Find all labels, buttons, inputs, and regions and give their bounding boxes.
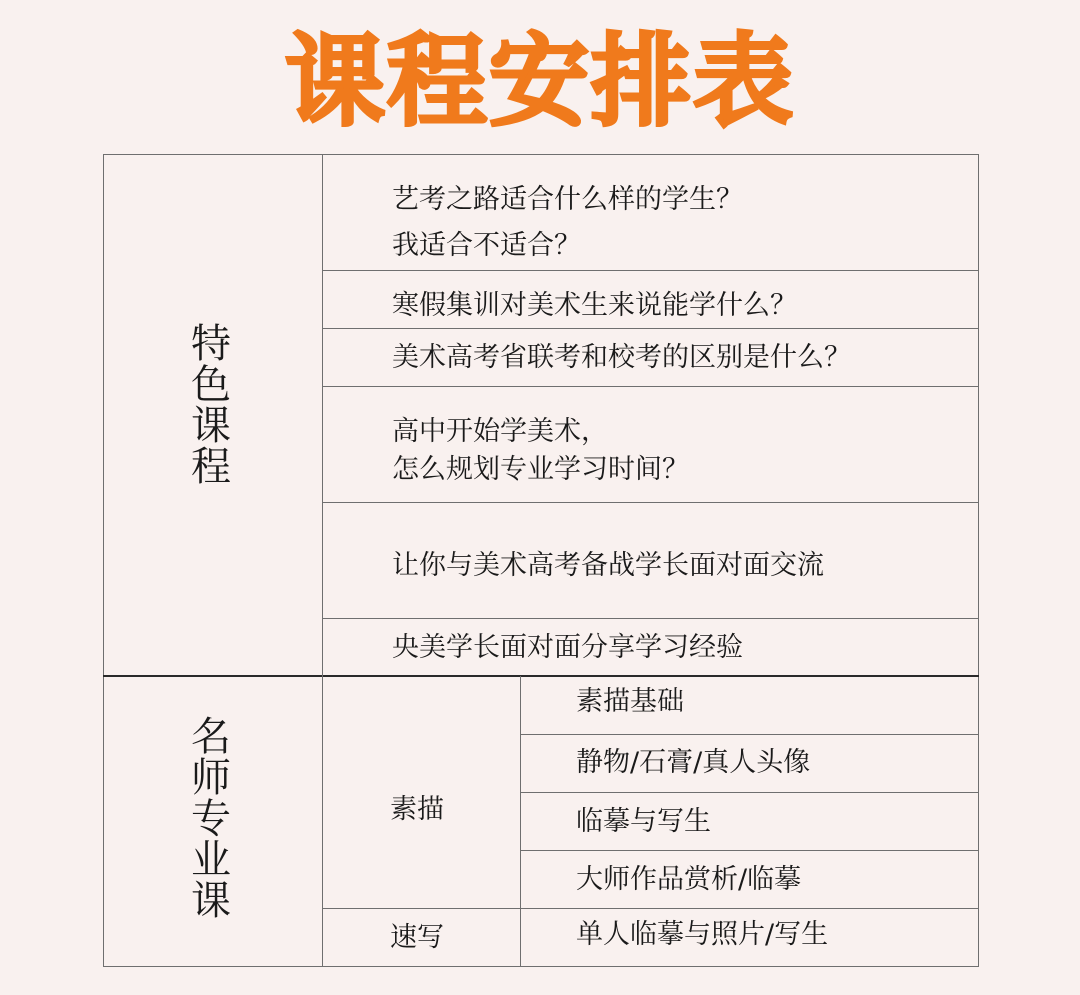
course-item: 美术高考省联考和校考的区别是什么？	[392, 342, 851, 373]
row-divider	[323, 908, 978, 909]
course-item: 艺考之路适合什么样的学生？	[392, 184, 743, 215]
row-divider	[323, 386, 978, 387]
course-item: 高中开始学美术，	[392, 416, 608, 447]
table-border-bottom	[103, 966, 979, 967]
row-divider	[323, 328, 978, 329]
page-title: 课程安排表	[285, 23, 795, 140]
table-border-top	[103, 154, 979, 155]
section-label-special: 特色课程	[191, 321, 231, 490]
course-topic: 静物/石膏/真人头像	[576, 747, 811, 778]
row-divider	[521, 792, 978, 793]
course-topic: 大师作品赏析/临摹	[576, 864, 802, 895]
row-divider	[521, 734, 978, 735]
row-divider	[323, 270, 978, 271]
row-divider	[521, 850, 978, 851]
column-divider-group	[520, 676, 521, 967]
course-topic: 单人临摹与照片/写生	[576, 919, 829, 950]
section-label-master: 名师专业课	[191, 714, 231, 924]
table-border-left	[103, 154, 104, 967]
course-group-name: 速写	[390, 922, 444, 953]
table-border-right	[978, 154, 979, 967]
course-item: 寒假集训对美术生来说能学什么？	[392, 290, 797, 321]
row-divider	[323, 618, 978, 619]
row-divider	[323, 502, 978, 503]
course-topic: 临摹与写生	[576, 806, 711, 837]
course-item: 央美学长面对面分享学习经验	[392, 632, 743, 663]
course-topic: 素描基础	[576, 686, 684, 717]
course-item: 让你与美术高考备战学长面对面交流	[392, 550, 824, 581]
course-item: 怎么规划专业学习时间？	[392, 454, 689, 485]
column-divider-main	[322, 154, 323, 967]
course-item: 我适合不适合？	[392, 230, 581, 261]
section-divider	[103, 675, 979, 677]
course-group-name: 素描	[390, 794, 444, 825]
